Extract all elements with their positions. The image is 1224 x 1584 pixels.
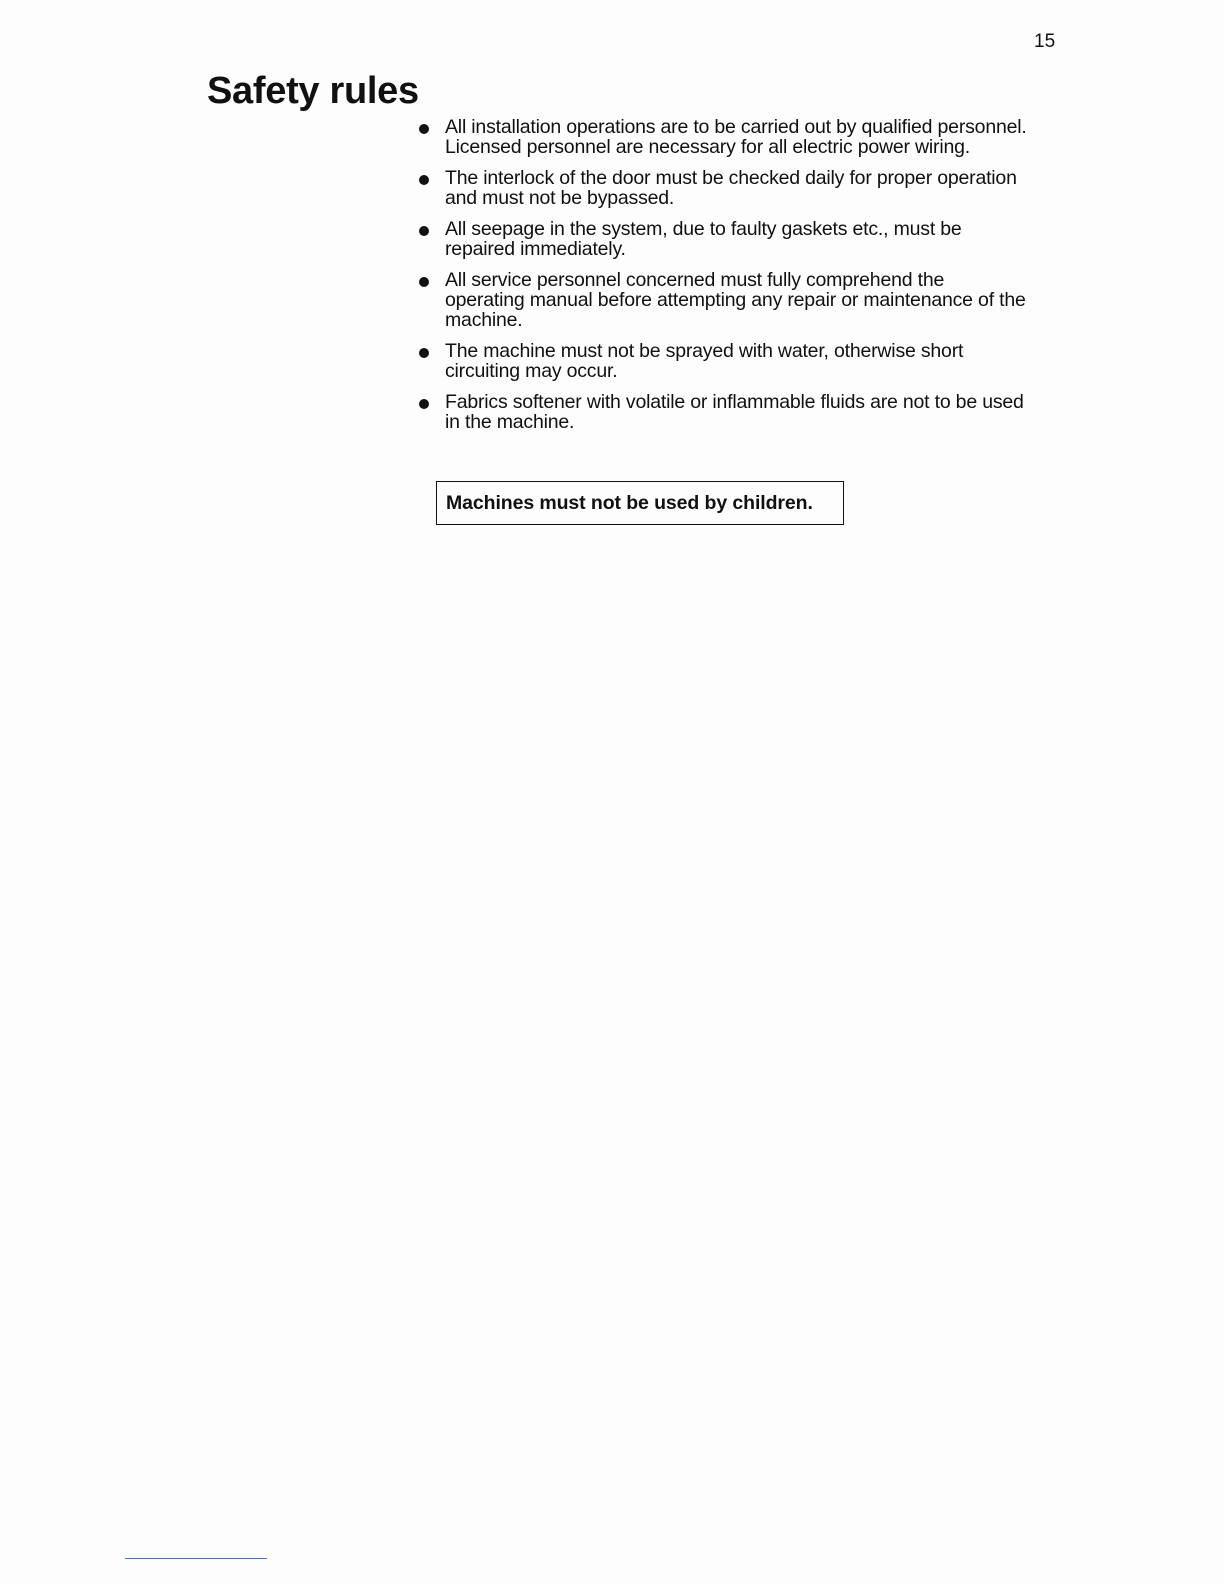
rule-text: The interlock of the door must be checked daily for proper operation and must not be bypassed. [445, 167, 1017, 209]
rule-text: All installation operations are to be carried out by qualified personnel. Licensed personnel are necessary for all electric power wiring. [445, 116, 1027, 158]
rule-text: All service personnel concerned must fully comprehend the operating manual before attempting any repair or maintenance of the machine. [445, 269, 1026, 331]
children-warning-box [436, 481, 844, 525]
rule-text: All seepage in the system, due to faulty gaskets etc., must be repaired immediately. [445, 218, 962, 260]
list-item [419, 117, 1079, 157]
warning-text: Machines must not be used by children. [446, 491, 813, 514]
bullet-icon [419, 170, 445, 190]
bullet-icon [419, 272, 445, 292]
rule-text: The machine must not be sprayed with water, otherwise short circuiting may occur. [445, 340, 964, 382]
list-item [419, 270, 1079, 330]
bullet-icon [419, 394, 445, 414]
list-item [419, 219, 1079, 259]
rule-text: Fabrics softener with volatile or inflammable fluids are not to be used in the machine. [445, 391, 1024, 433]
bullet-icon [419, 221, 445, 241]
list-item [419, 392, 1079, 432]
bottom-divider [125, 1558, 267, 1559]
bullet-icon [419, 343, 445, 363]
list-item [419, 168, 1079, 208]
safety-rules-list [419, 117, 1079, 443]
page-number: 15 [1034, 31, 1056, 52]
bullet-icon [419, 119, 445, 139]
list-item [419, 341, 1079, 381]
page-title: Safety rules [207, 70, 419, 112]
